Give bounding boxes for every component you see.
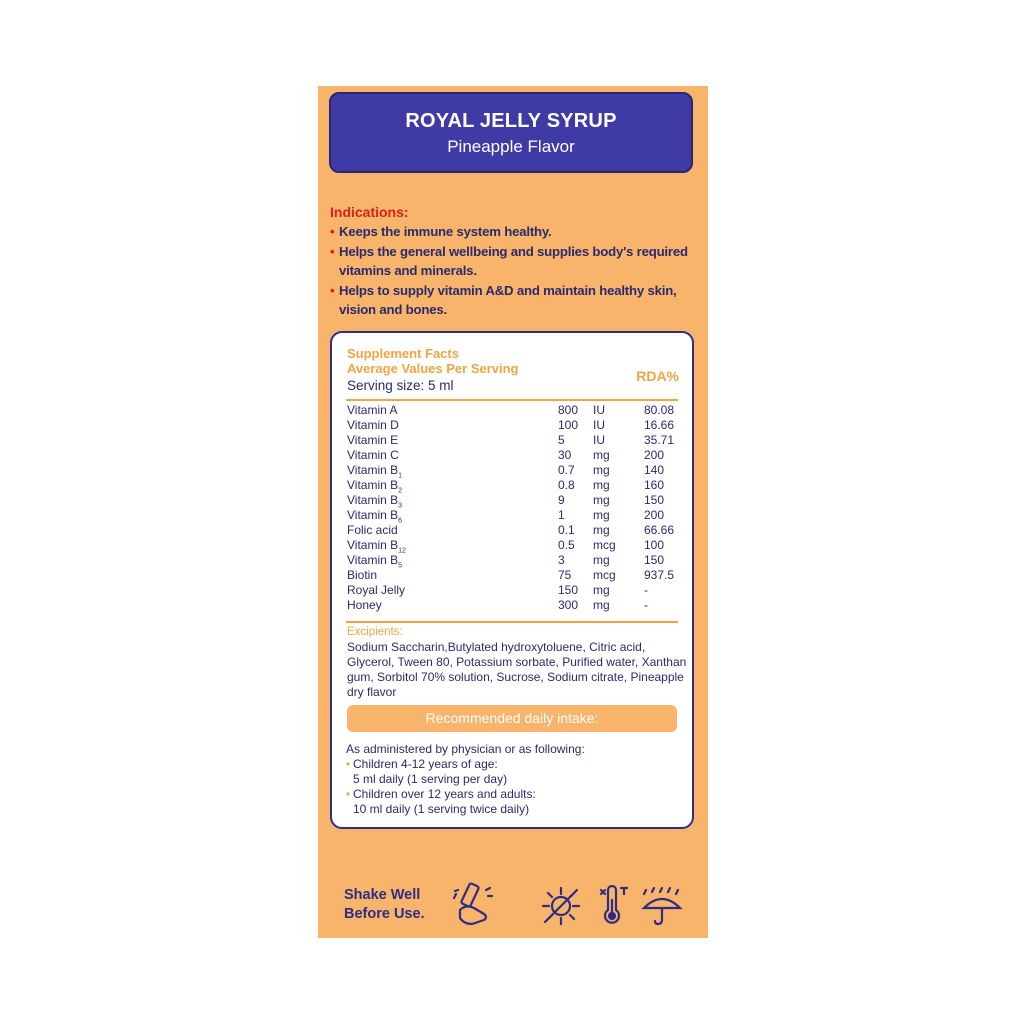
- nutrient-subscript: 5: [398, 562, 403, 570]
- facts-row: [347, 418, 687, 433]
- nutrient-amount: 75: [558, 568, 572, 582]
- facts-row: [347, 463, 687, 478]
- keep-dry-icon: [640, 884, 684, 928]
- shake-well-text: [344, 886, 425, 924]
- nutrient-amount: 100: [558, 418, 579, 432]
- nutrient-rda: 66.66: [644, 523, 675, 537]
- facts-row: [347, 433, 687, 448]
- nutrient-subscript: 2: [398, 487, 403, 495]
- nutrient-rda: 80.08: [644, 403, 675, 417]
- intake-group-label: • Children over 12 years and adults:: [346, 787, 686, 802]
- nutrient-amount: 0.7: [558, 463, 575, 477]
- nutrient-name: [347, 568, 377, 583]
- shake-line-2: Before Use.: [344, 906, 425, 922]
- nutrient-label: Vitamin B: [347, 553, 399, 567]
- nutrient-amount: 5: [558, 433, 565, 447]
- nutrient-unit: mg: [593, 598, 610, 612]
- nutrient-rda: 140: [644, 463, 665, 477]
- product-flavor: Pineapple Flavor: [447, 137, 575, 156]
- nutrient-rda: 150: [644, 553, 665, 567]
- nutrient-label: Vitamin B: [347, 493, 399, 507]
- nutrient-label: Vitamin A: [347, 403, 398, 417]
- nutrient-amount: 9: [558, 493, 565, 507]
- nutrient-subscript: 6: [398, 517, 403, 525]
- nutrient-unit: mg: [593, 478, 610, 492]
- nutrient-unit: mg: [593, 523, 610, 537]
- nutrient-label: Honey: [347, 598, 382, 612]
- nutrient-subscript: 3: [398, 502, 403, 510]
- nutrient-rda: -: [644, 598, 648, 612]
- nutrient-label: Vitamin E: [347, 433, 399, 447]
- nutrient-unit: mg: [593, 508, 610, 522]
- nutrient-amount: 0.5: [558, 538, 575, 552]
- nutrient-rda: 150: [644, 493, 665, 507]
- nutrient-subscript: 1: [398, 472, 403, 480]
- nutrient-amount: 800: [558, 403, 579, 417]
- nutrient-name: [347, 418, 399, 433]
- nutrient-label: Vitamin D: [347, 418, 399, 432]
- nutrient-rda: 100: [644, 538, 665, 552]
- nutrient-rda: -: [644, 583, 648, 597]
- facts-row: [347, 583, 687, 598]
- rda-label: RDA%: [636, 368, 679, 384]
- supplement-facts-panel: [330, 331, 694, 829]
- facts-row: [347, 523, 687, 538]
- indications-list: [330, 222, 700, 320]
- facts-row: [347, 538, 687, 553]
- facts-heading-block: [347, 346, 519, 376]
- facts-table: [347, 403, 687, 613]
- excipients-heading: Excipients:: [347, 626, 403, 638]
- shake-line-1: Shake Well: [344, 887, 421, 903]
- nutrient-unit: mg: [593, 448, 610, 462]
- nutrient-unit: mg: [593, 493, 610, 507]
- nutrient-rda: 160: [644, 478, 665, 492]
- nutrient-rda: 200: [644, 448, 665, 462]
- nutrient-label: Folic acid: [347, 523, 398, 537]
- indication-item: • Helps to supply vitamin A&D and maintain healthy skin, vision and bones.: [330, 281, 700, 320]
- serving-size: Serving size: 5 ml: [347, 378, 454, 393]
- nutrient-unit: mcg: [593, 538, 616, 552]
- facts-row: [347, 568, 687, 583]
- nutrient-amount: 1: [558, 508, 565, 522]
- nutrient-label: Vitamin B: [347, 508, 399, 522]
- nutrient-rda: 200: [644, 508, 665, 522]
- nutrient-label: Vitamin B: [347, 478, 399, 492]
- nutrient-label: Royal Jelly: [347, 583, 406, 597]
- title-banner: [329, 92, 693, 173]
- temperature-icon: [595, 884, 631, 928]
- facts-row: [347, 403, 687, 418]
- facts-row: [347, 448, 687, 463]
- nutrient-amount: 0.1: [558, 523, 575, 537]
- divider: [346, 621, 678, 623]
- nutrient-unit: mg: [593, 463, 610, 477]
- nutrient-amount: 3: [558, 553, 565, 567]
- nutrient-unit: mg: [593, 583, 610, 597]
- nutrient-label: Vitamin B: [347, 538, 399, 552]
- intake-group-dose: 5 ml daily (1 serving per day): [353, 772, 508, 786]
- nutrient-name: [347, 433, 398, 448]
- recommended-intake-banner: Recommended daily intake:: [347, 705, 677, 732]
- nutrient-amount: 300: [558, 598, 579, 612]
- nutrient-name: [347, 448, 399, 463]
- facts-subheading: Average Values Per Serving: [347, 361, 519, 376]
- nutrient-rda: 35.71: [644, 433, 675, 447]
- nutrient-name: [347, 403, 397, 418]
- shake-bottle-icon: [452, 880, 498, 926]
- product-title: ROYAL JELLY SYRUP: [405, 110, 617, 132]
- nutrient-unit: IU: [593, 433, 605, 447]
- nutrient-name: [347, 598, 382, 613]
- nutrient-unit: IU: [593, 403, 605, 417]
- nutrient-name: [347, 583, 405, 598]
- nutrient-amount: 0.8: [558, 478, 575, 492]
- nutrient-rda: 16.66: [644, 418, 675, 432]
- facts-heading: Supplement Facts: [347, 346, 459, 361]
- nutrient-amount: 150: [558, 583, 579, 597]
- nutrient-unit: mcg: [593, 568, 616, 582]
- excipients-text: Sodium Saccharin,Butylated hydroxytoluene, Citric acid, Glycerol, Tween 80, Potassium sorbate, Purified water, Xanthan gum, Sorbitol 70% solution, Sucrose, Sodium citrate, Pineapple dry flavor: [347, 640, 687, 699]
- indications-heading: Indications:: [330, 204, 409, 220]
- facts-row: [347, 553, 687, 568]
- no-sunlight-icon: [540, 885, 582, 927]
- facts-row: [347, 508, 687, 523]
- nutrient-unit: mg: [593, 553, 610, 567]
- indication-item: • Keeps the immune system healthy.: [330, 222, 700, 242]
- product-box: [318, 86, 708, 938]
- nutrient-unit: IU: [593, 418, 605, 432]
- nutrient-label: Vitamin C: [347, 448, 399, 462]
- indications-section: [330, 204, 700, 320]
- facts-row: [347, 598, 687, 613]
- nutrient-label: Biotin: [347, 568, 378, 582]
- indication-item: • Helps the general wellbeing and supplies body's required vitamins and minerals.: [330, 242, 700, 281]
- intake-section: [346, 742, 686, 817]
- intake-group-label: • Children 4-12 years of age:: [346, 757, 686, 772]
- intake-intro: As administered by physician or as following:: [346, 742, 585, 756]
- nutrient-name: [347, 523, 398, 538]
- facts-row: [347, 493, 687, 508]
- divider: [346, 399, 678, 401]
- nutrient-amount: 30: [558, 448, 572, 462]
- nutrient-rda: 937.5: [644, 568, 675, 582]
- intake-group-dose: 10 ml daily (1 serving twice daily): [353, 802, 530, 816]
- nutrient-subscript: 12: [398, 547, 406, 555]
- nutrient-label: Vitamin B: [347, 463, 399, 477]
- facts-row: [347, 478, 687, 493]
